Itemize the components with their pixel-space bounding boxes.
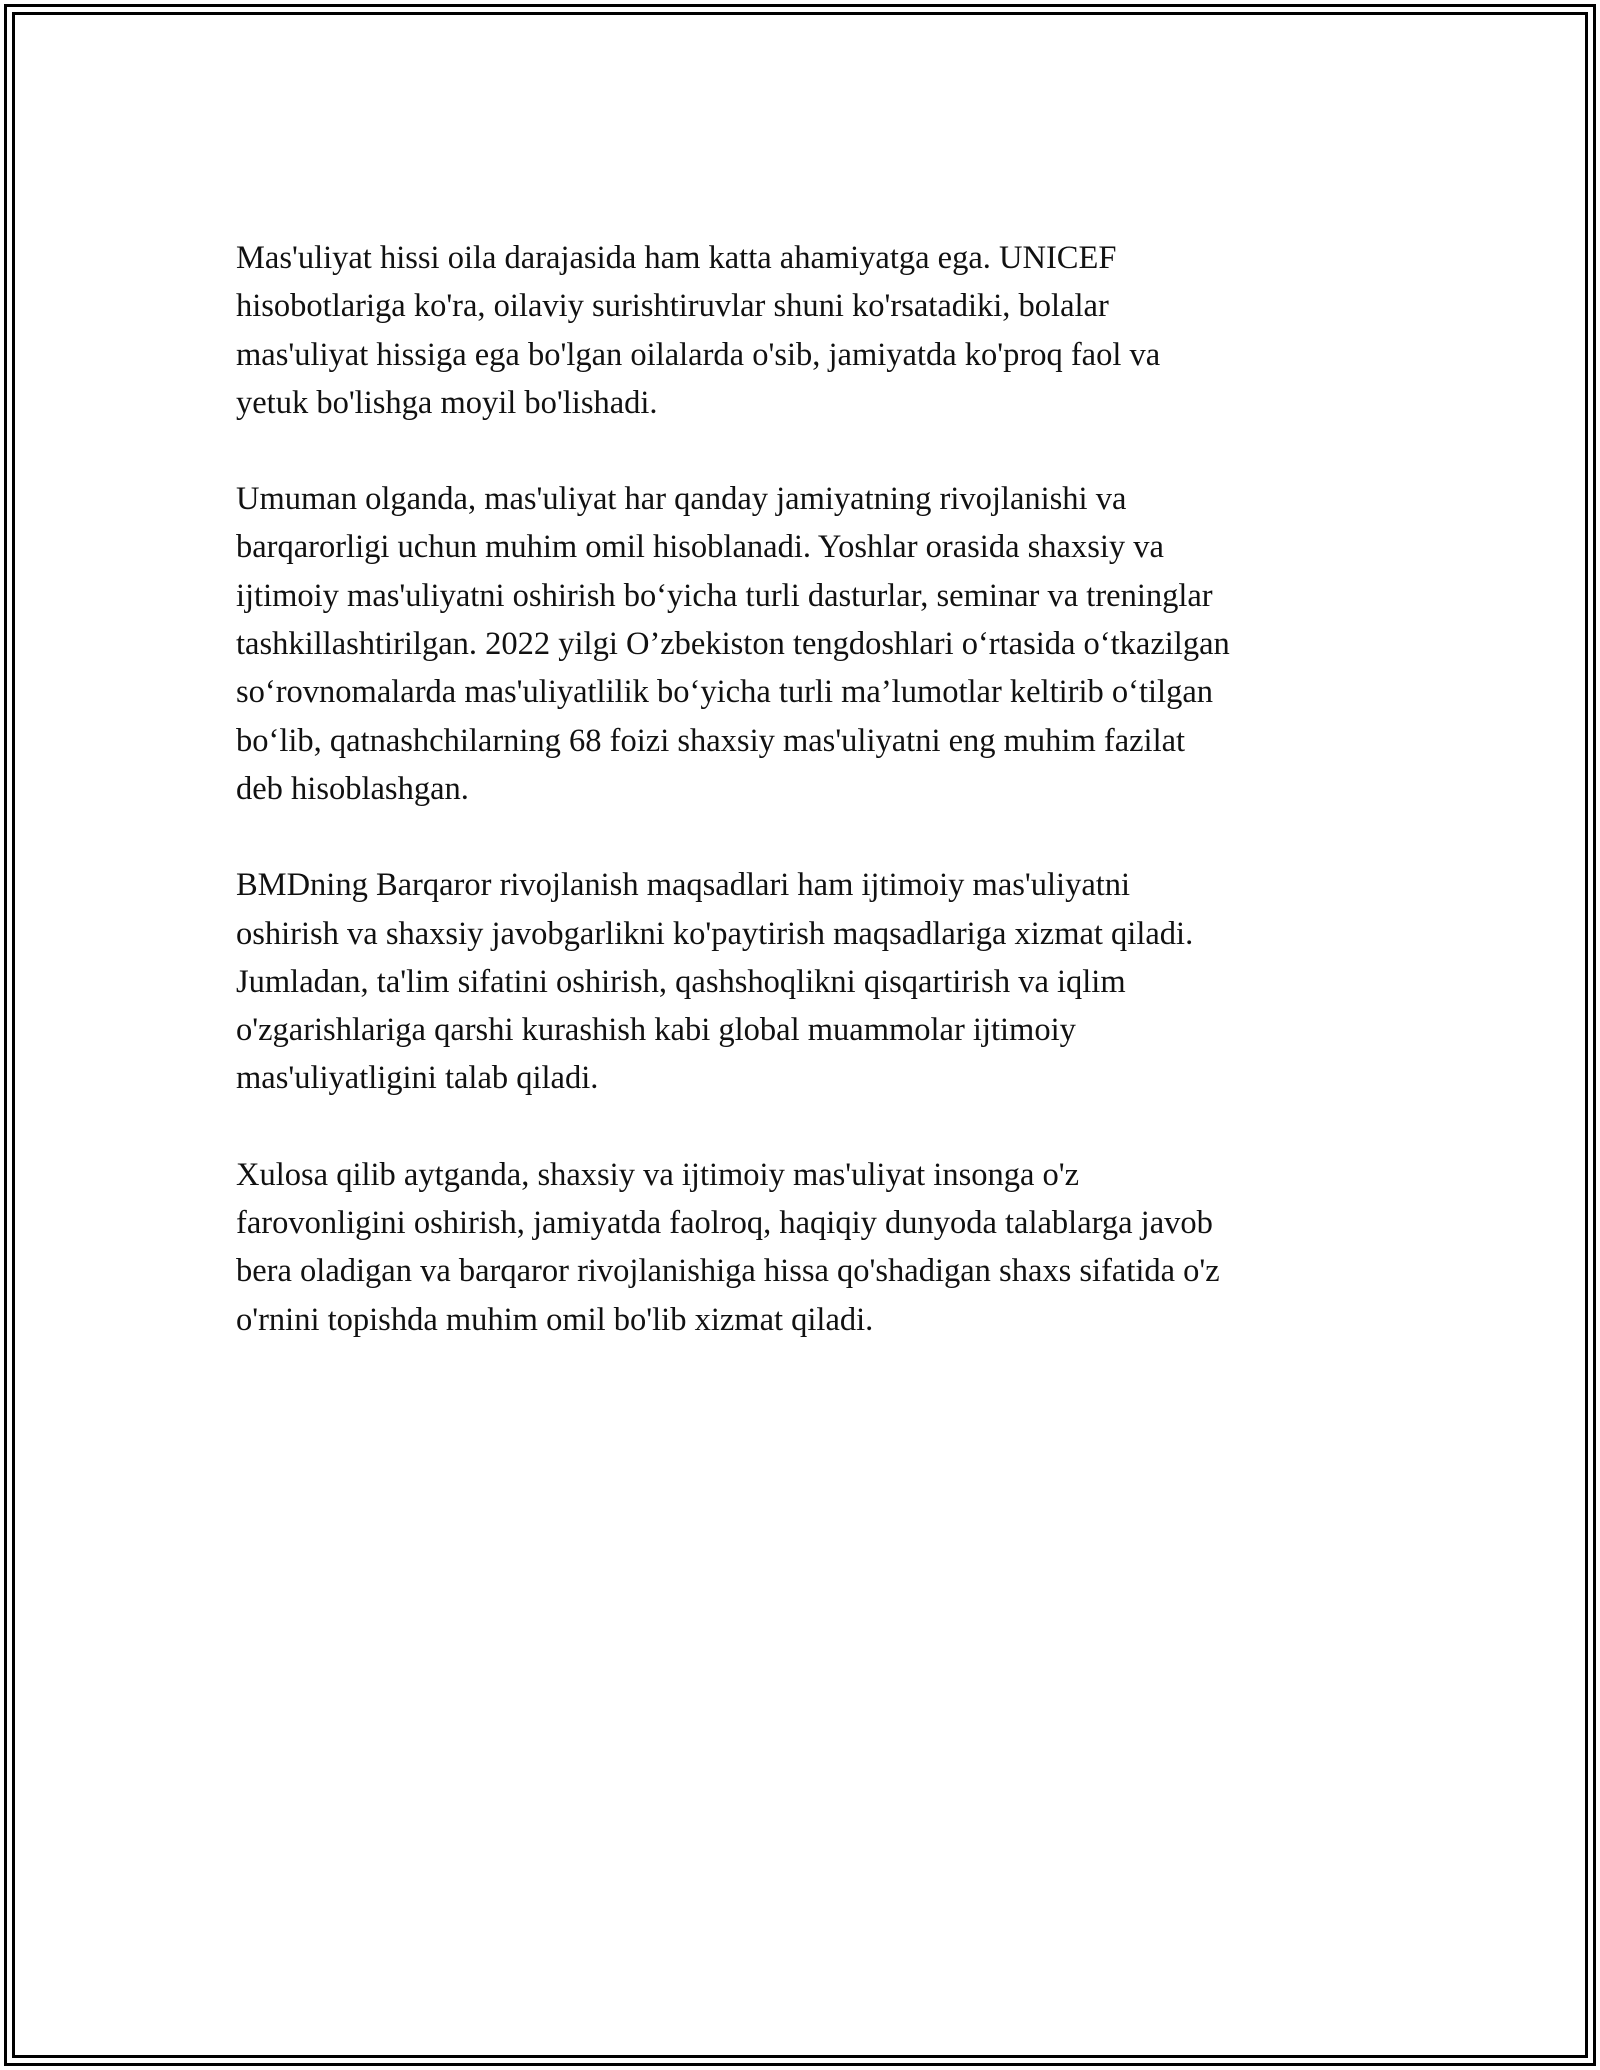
paragraph-un-sdg (236, 861, 1366, 1102)
text-line: bo‘lib, qatnashchilarning 68 foizi shaxsiy mas'uliyatni eng muhim fazilat (236, 722, 1186, 759)
text-line: mas'uliyat hissiga ega bo'lgan oilalarda o'sib, jamiyatda ko'proq faol va (236, 336, 1161, 373)
text-line: deb hisoblashgan. (236, 770, 469, 807)
text-line: Mas'uliyat hissi oila darajasida ham katta ahamiyatga ega. UNICEF (236, 240, 1117, 276)
text-line: Xulosa qilib aytganda, shaxsiy va ijtimoiy mas'uliyat insonga o'z (236, 1156, 1080, 1193)
text-line: Jumladan, ta'lim sifatini oshirish, qashshoqlikni qisqartirish va iqlim (236, 963, 1126, 1000)
text-line: Umuman olganda, mas'uliyat har qanday jamiyatning rivojlanishi va (236, 481, 1127, 518)
text-line: mas'uliyatligini talab qiladi. (236, 1060, 599, 1097)
text-line: yetuk bo'lishga moyil bo'lishadi. (236, 384, 658, 421)
text-line: tashkillashtirilgan. 2022 yilgi O’zbekiston tengdoshlari o‘rtasida o‘tkazilgan (236, 626, 1230, 663)
text-line: hisobotlariga ko'ra, oilaviy surishtiruvlar shuni ko'rsatadiki, bolalar (236, 288, 1109, 325)
text-line: ijtimoiy mas'uliyatni oshirish bo‘yicha turli dasturlar, seminar va treninglar (236, 577, 1213, 614)
text-line: bera oladigan va barqaror rivojlanishiga hissa qo'shadigan shaxs sifatida o'z (236, 1253, 1220, 1290)
paragraph-society-development (236, 475, 1366, 813)
text-line: o'zgarishlariga qarshi kurashish kabi global muammolar ijtimoiy (236, 1012, 1076, 1049)
text-line: so‘rovnomalarda mas'uliyatlilik bo‘yicha turli ma’lumotlar keltirib o‘tilgan (236, 674, 1213, 711)
paragraph-family-responsibility (236, 234, 1366, 427)
text-line: BMDning Barqaror rivojlanish maqsadlari ham ijtimoiy mas'uliyatni (236, 867, 1131, 904)
text-line: barqarorligi uchun muhim omil hisoblanadi. Yoshlar orasida shaxsiy va (236, 529, 1164, 566)
paragraph-conclusion (236, 1151, 1366, 1344)
text-line: farovonligini oshirish, jamiyatda faolroq, haqiqiy dunyoda talablarga javob (236, 1205, 1213, 1242)
text-line: o'rnini topishda muhim omil bo'lib xizmat qiladi. (236, 1301, 874, 1338)
text-line: oshirish va shaxsiy javobgarlikni ko'paytirish maqsadlariga xizmat qiladi. (236, 915, 1194, 952)
document-body (236, 234, 1366, 1392)
